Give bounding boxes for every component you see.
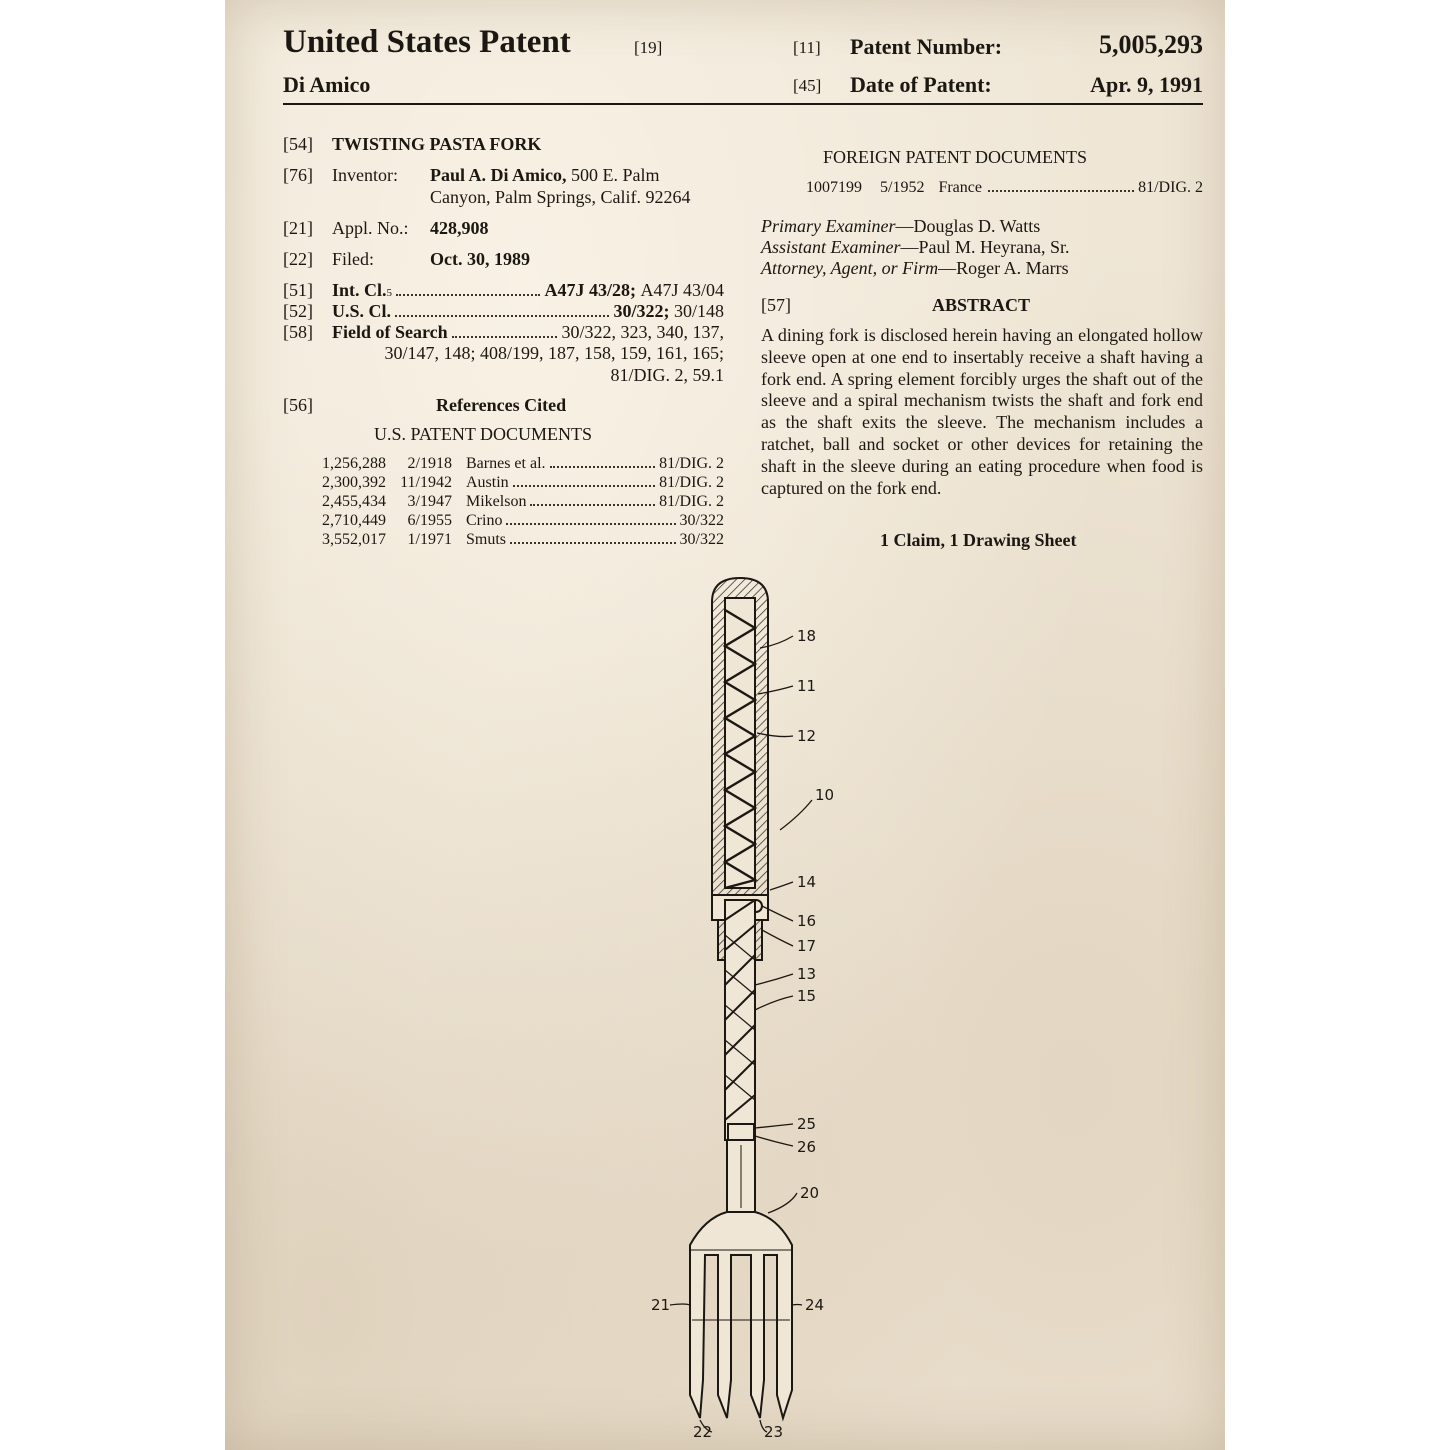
claims-line: 1 Claim, 1 Drawing Sheet: [880, 530, 1077, 550]
label-14: 14: [797, 873, 817, 891]
label-22: 22: [693, 1423, 713, 1441]
ref-name: Smuts: [466, 531, 507, 548]
search-label: Field of Search: [332, 322, 448, 342]
foreign-class: 81/DIG. 2: [1138, 179, 1203, 196]
shaft-lock: [728, 1124, 754, 1140]
label-10: 10: [815, 786, 835, 804]
label-13: 13: [797, 965, 817, 983]
fork-head: [690, 1212, 792, 1418]
ref-date: 1/1971: [407, 531, 452, 548]
refs-code: [56]: [283, 395, 313, 415]
date-of-patent-label: Date of Patent:: [850, 72, 992, 97]
attorney-value: —Roger A. Marrs: [938, 258, 1069, 278]
intcl-value: A47J 43/04: [640, 280, 724, 300]
patent-number-value: 5,005,293: [1099, 30, 1203, 59]
us-patent-documents-title: U.S. PATENT DOCUMENTS: [374, 424, 593, 444]
label-18: 18: [797, 627, 817, 645]
search-value-2: 30/147, 148; 408/199, 187, 158, 159, 161, 165;: [384, 343, 724, 363]
appl-label: Appl. No.:: [332, 218, 409, 238]
twisted-shaft: [725, 900, 755, 1140]
ref-class: 30/322: [679, 531, 724, 548]
filed-code: [22]: [283, 249, 313, 269]
inventor-name: Paul A. Di Amico,: [430, 165, 567, 185]
label-16: 16: [797, 912, 817, 930]
ref-class: 81/DIG. 2: [659, 455, 724, 472]
ref-date: 3/1947: [407, 493, 452, 510]
foreign-patent-documents-title: FOREIGN PATENT DOCUMENTS: [823, 147, 1088, 167]
foreign-country: France: [938, 179, 982, 196]
filed-label: Filed:: [332, 249, 375, 269]
inventor-code: [76]: [283, 165, 313, 185]
intcl-value-bold: A47J 43/28;: [544, 280, 636, 300]
search-value-3: 81/DIG. 2, 59.1: [610, 365, 724, 385]
ref-number: 2,455,434: [322, 493, 386, 510]
intcl-code: [51]: [283, 280, 313, 300]
ref-date: 6/1955: [407, 512, 452, 529]
label-15: 15: [797, 987, 817, 1005]
ref-date: 2/1918: [407, 455, 452, 472]
appl-number: 428,908: [430, 218, 489, 238]
appl-code: [21]: [283, 218, 313, 238]
primary-examiner-value: —Douglas D. Watts: [895, 216, 1041, 236]
label-20: 20: [800, 1184, 820, 1202]
label-24: 24: [805, 1296, 825, 1314]
ref-number: 2,710,449: [322, 512, 386, 529]
uscl-label: U.S. Cl.: [332, 301, 392, 321]
foreign-number: 1007199: [806, 179, 862, 196]
ref-number: 2,300,392: [322, 474, 386, 491]
search-value-1: 30/322, 323, 340, 137,: [561, 322, 724, 342]
ref-name: Barnes et al.: [466, 455, 546, 472]
inventor-short: Di Amico: [283, 72, 371, 97]
uscl-value: 30/148: [673, 301, 724, 321]
attorney-label: Attorney, Agent, or Firm: [761, 258, 939, 278]
assistant-examiner-value: —Paul M. Heyrana, Sr.: [900, 237, 1070, 257]
filed-date: Oct. 30, 1989: [430, 249, 530, 269]
ref-class: 81/DIG. 2: [659, 474, 724, 491]
ref-date: 11/1942: [400, 474, 452, 491]
date-code: [45]: [793, 76, 822, 95]
label-26: 26: [797, 1138, 817, 1156]
abstract-text: A dining fork is disclosed herein having an elongated hollow sleeve open at one end to insertably receive a shaft having a fork end. A spring element forcibly urges the shaft out of the sleeve and a spiral mechanism twists the shaft and fork end as the shaft exits the sleeve. The mechanism includes a ratchet, ball and socket or other devices for retaining the shaft in the sleeve during an eating procedure when food is captured on the fork end.: [761, 325, 1203, 498]
title-code: [19]: [634, 38, 663, 57]
primary-examiner-label: Primary Examiner: [761, 216, 896, 236]
date-of-patent-value: Apr. 9, 1991: [1090, 72, 1203, 97]
invention-title: TWISTING PASTA FORK: [332, 134, 542, 154]
search-code: [58]: [283, 322, 313, 342]
ref-name: Austin: [466, 474, 509, 491]
inventor-address-2: Canyon, Palm Springs, Calif. 92264: [430, 187, 691, 207]
intcl-label: Int. Cl.: [332, 280, 387, 300]
foreign-date: 5/1952: [880, 179, 925, 196]
ref-class: 30/322: [679, 512, 724, 529]
ref-number: 3,552,017: [322, 531, 386, 548]
inventor-address-1: 500 E. Palm: [571, 165, 660, 185]
label-23: 23: [764, 1423, 784, 1441]
label-21: 21: [651, 1296, 671, 1314]
ref-name: Mikelson: [466, 493, 527, 510]
uscl-code: [52]: [283, 301, 313, 321]
ref-name: Crino: [466, 512, 503, 529]
label-25: 25: [797, 1115, 817, 1133]
intcl-sup: 5: [386, 287, 393, 299]
patent-number-label: Patent Number:: [850, 34, 1003, 59]
sleeve-bore: [725, 598, 755, 888]
references-cited-title: References Cited: [436, 395, 567, 415]
assistant-examiner-label: Assistant Examiner: [761, 237, 901, 257]
label-17: 17: [797, 937, 817, 955]
number-code: [11]: [793, 38, 821, 57]
ref-number: 1,256,288: [322, 455, 386, 472]
abstract-code: [57]: [761, 295, 791, 315]
label-11: 11: [797, 677, 817, 695]
patent-office-title: United States Patent: [283, 24, 571, 60]
ref-class: 81/DIG. 2: [659, 493, 724, 510]
label-12: 12: [797, 727, 817, 745]
uscl-value-bold: 30/322;: [613, 301, 670, 321]
title-code-54: [54]: [283, 134, 313, 154]
abstract-title: ABSTRACT: [932, 295, 1031, 315]
inventor-label: Inventor:: [332, 165, 398, 185]
